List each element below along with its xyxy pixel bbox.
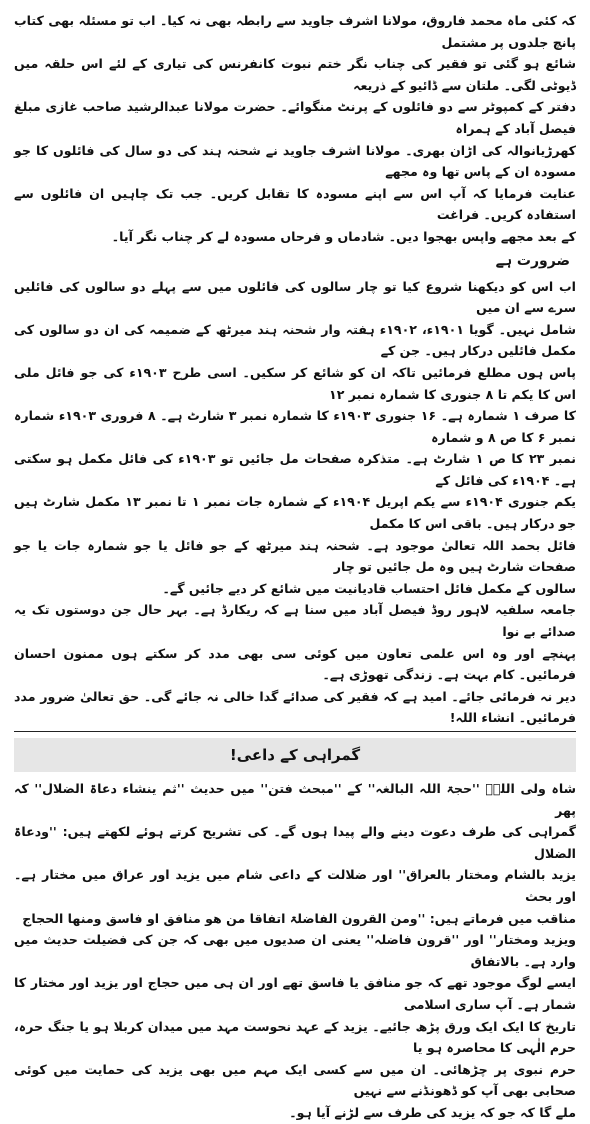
appeal-paragraph: جامعہ سلفیہ لاہور روڈ فیصل آباد میں سنا ہے کہ ریکارڈ ہے۔ بہر حال جن دوستوں تک یہ صدائے بے نوا پہنچے اور وہ اس علمی تعاون میں کوئی سی بھی مدد کر سکتے ہوں ممنون احسان فرمائیں۔ کام بہت ہے۔ زندگی تھوڑی ہے۔ دیر نہ فرمائی جائے۔ امید ہے کہ فقیر کی صدائے گدا خالی نہ جائے گی۔ حق تعالیٰ ضرور مدد فرمائیں۔ انشاء اللہ! [14,602,576,726]
section-heading-gumrahi: گمراہی کے داعی! [14,738,576,772]
section-heading-zaroorat: ضرورت ہے [495,252,570,269]
request-paragraph: اب اس کو دیکھنا شروع کیا تو چار سالوں کی فائلوں میں سے پہلے دو سالوں کی فائلیں سرے سے ان میں شامل نہیں۔ گویا ۱۹۰۱ء، ۱۹۰۲ء ہفتہ وار شحنہ ہند میرٹھ کے ضمیمہ کی ان دو سالوں کی مکمل فائلیں درکار ہیں۔ جن کے پاس ہوں مطلع فرمائیں تاکہ ان کو شائع کر سکیں۔ اسی طرح ۱۹۰۳ء کی جو فائل ملی اس کا یکم تا ۸ جنوری کا شمارہ نمبر ۱۲ کا صرف ۱ شمارہ ہے۔ ۱۶ جنوری ۱۹۰۳ء کا شمارہ نمبر ۳ شارٹ ہے۔ ۸ فروری ۱۹۰۳ء شمارہ نمبر ۶ کا ص ۸ و شمارہ نمبر ۲۳ کا ص ۱ شارٹ ہے۔ متذکرہ صفحات مل جائیں تو ۱۹۰۳ء کی فائل مکمل ہو سکتی ہے۔ ۱۹۰۴ء کی فائل کے یکم جنوری ۱۹۰۴ء سے یکم اپریل ۱۹۰۴ء کے شمارہ جات نمبر ۱ تا نمبر ۱۳ مکمل شارٹ ہیں جو درکار ہیں۔ باقی اس کا مکمل فائل بحمد اللہ تعالیٰ موجود ہے۔ شحنہ ہند میرٹھ کے جو فائل یا جو شمارہ جات یا جو صفحات شارٹ ہیں وہ مل جائیں تو چار سالوں کے مکمل فائل احتساب قادیانیت میں شائع کر دیے جائیں گے۔ [14,278,577,596]
gumrahi-paragraph: شاہ ولی اللہؒ ''حجۃ اللہ البالغہ'' کے ''مبحث فتن'' میں حدیث ''ثم ینشاء دعاۃ الضلال'' کہ پھر گمراہی کی طرف دعوت دینے والے پیدا ہوں گے۔ کی تشریح کرتے ہوئے لکھتے ہیں: ''ودعاۃ الضلال یزید بالشام ومختار بالعراق'' اور ضلالت کے داعی شام میں یزید اور عراق میں مختار ہے۔ اور بحث مناقب میں فرماتے ہیں: ''ومن القرون الفاضلۃ اتفاقا من ھو منافق او فاسق ومنھا الحجاج ویزید ومختار'' اور ''قرون فاضلہ'' یعنی ان صدیوں میں بھی کہ جن کی فضیلت حدیث میں وارد ہے۔ بالاتفاق ایسے لوگ موجود تھے کہ جو منافق یا فاسق تھے اور ان ہی میں حجاج اور یزید اور مختار کا شمار ہے۔ آپ ساری اسلامی تاریخ کا ایک ایک ورق پڑھ جائیے۔ یزید کے عہد نحوست مہد میں میدان کربلا ہو یا جنگ حرہ، حرم الٰہی کا محاصرہ ہو یا حرم نبوی پر چڑھائی۔ ان میں سے کسی ایک مہم میں بھی یزید کی حمایت میں کوئی صحابی بھی آپ کو ڈھونڈنے سے نہیں ملے گا کہ جو کہ یزید کی طرف سے لڑنے آیا ہو۔ [14,781,576,1120]
intro-paragraph: کہ کئی ماہ محمد فاروق، مولانا اشرف جاوید سے رابطہ بھی نہ کیا۔ اب تو مسئلہ بھی کتاب پانچ جلدوں پر مشتمل شائع ہو گئی تو فقیر کی چناب نگر ختم نبوت کانفرنس کی تیاری کے لئے اس حلقہ میں ڈیوٹی لگی۔ ملتان سے ڈائیو کے ذریعہ دفتر کے کمپوٹر سے دو فائلوں کے پرنٹ منگوائے۔ حضرت مولانا عبدالرشید صاحب غازی مبلغ فیصل آباد کے ہمراہ کھرڑیانوالہ کی اڑان بھری۔ مولانا اشرف جاوید نے شحنہ ہند کی دو سال کی فائلوں کا جو مسودہ ان کے پاس تھا وہ مجھے عنایت فرمایا کہ آپ اس سے اپنے مسودہ کا تقابل کریں۔ جب تک چاہیں ان فائلوں سے استفادہ کریں۔ فراغت کے بعد مجھے واپس بھجوا دیں۔ شادماں و فرحاں مسودہ لے کر چناب نگر آیا۔ [14,13,576,244]
section-divider [14,731,576,732]
document-page [14,10,576,1124]
